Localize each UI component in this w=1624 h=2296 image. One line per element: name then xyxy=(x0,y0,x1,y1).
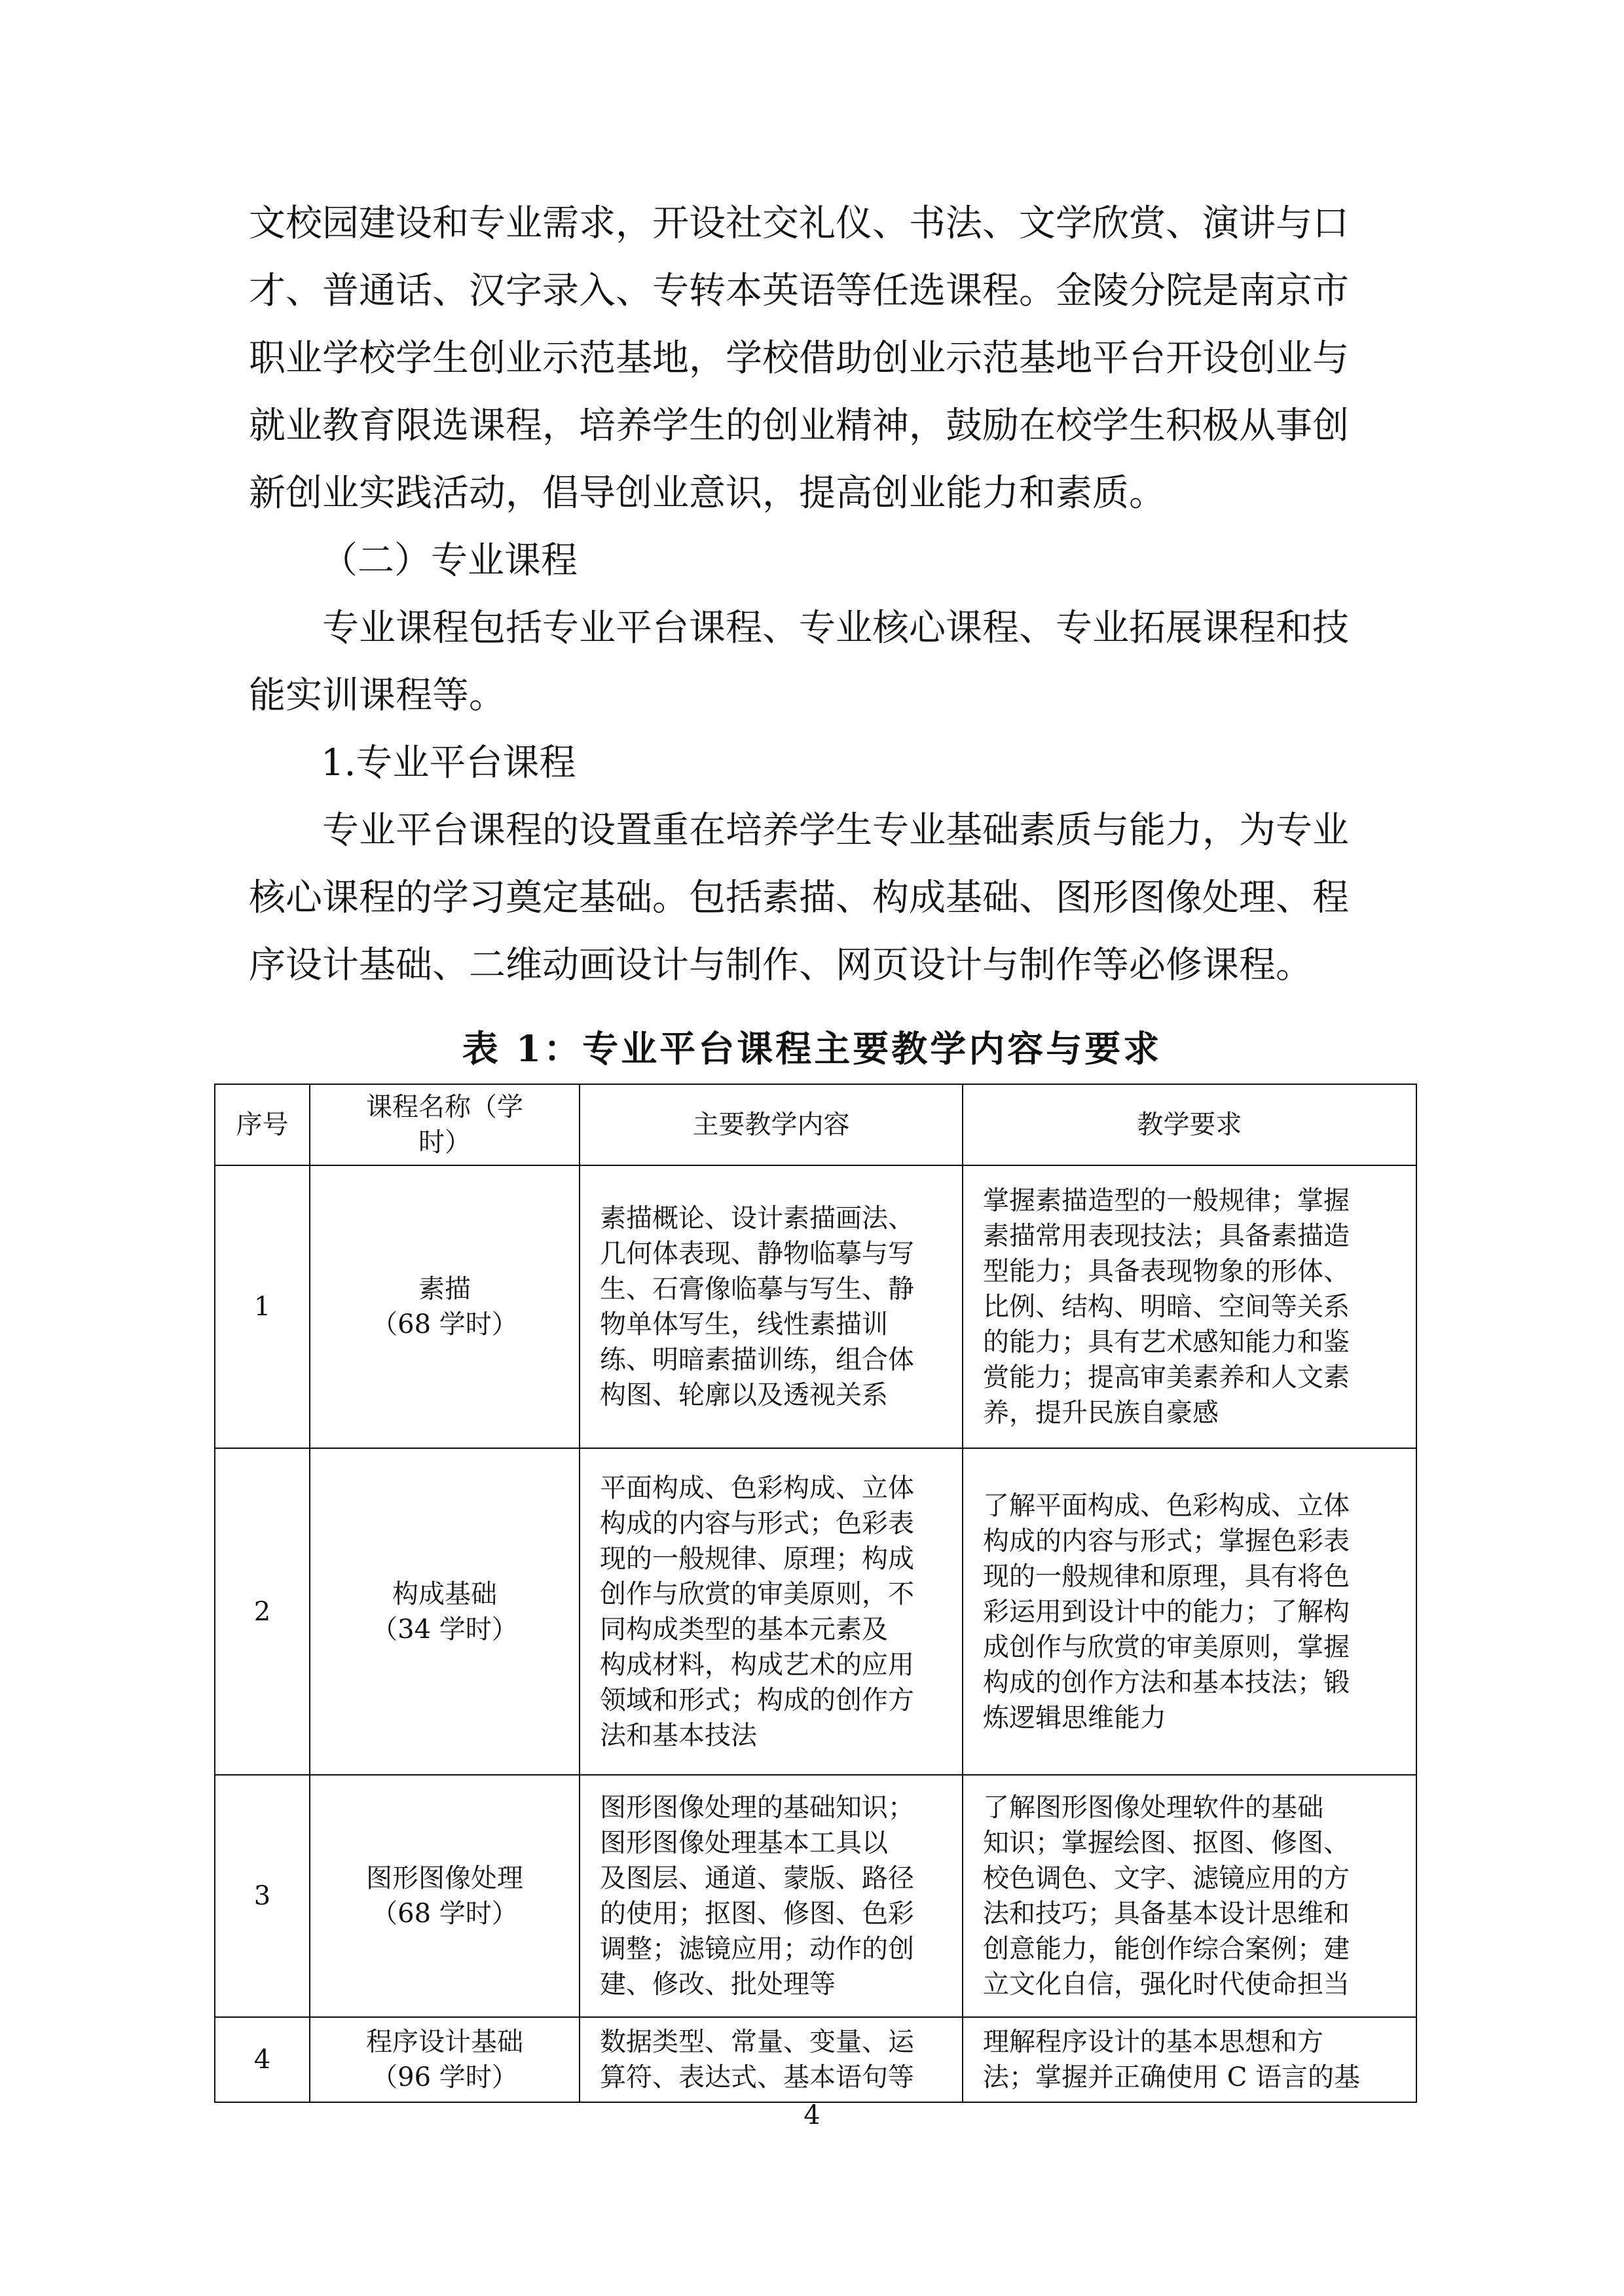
course-content: 数据类型、常量、变量、运 算符、表达式、基本语句等 xyxy=(580,2017,963,2102)
header-course-name: 课程名称（学 时） xyxy=(310,1084,580,1165)
text-line: 专业平台课程的设置重在培养学生专业基础素质与能力，为专业 xyxy=(322,809,1349,852)
section-intro-paragraph xyxy=(249,594,1382,729)
row-num: 2 xyxy=(215,1448,310,1775)
table-row xyxy=(215,1165,1416,1448)
text-line: 序设计基础、二维动画设计与制作、网页设计与制作等必修课程。 xyxy=(249,944,1312,987)
course-content: 图形图像处理的基础知识； 图形图像处理基本工具以 及图层、通道、蒙版、路径 的使用；抠图、修图、色彩 调整；滤镜应用；动作的创 建、修改、批处理等 xyxy=(580,1775,963,2017)
course-requirement: 了解平面构成、色彩构成、立体 构成的内容与形式；掌握色彩表 现的一般规律和原理，具有将色 彩运用到设计中的能力；了解构 成创作与欣赏的审美原则，掌握 构成的创作方法和基本技法；锻 炼逻辑思维能力 xyxy=(963,1448,1416,1775)
row-num: 1 xyxy=(215,1165,310,1448)
course-requirement: 理解程序设计的基本思想和方 法；掌握并正确使用 C 语言的基 xyxy=(963,2017,1416,2102)
course-requirement: 了解图形图像处理软件的基础 知识；掌握绘图、抠图、修图、 校色调色、文字、滤镜应用的方 法和技巧；具备基本设计思维和 创意能力，能创作综合案例；建 立文化自信，强化时代使命担当 xyxy=(963,1775,1416,2017)
row-num: 3 xyxy=(215,1775,310,2017)
table-row xyxy=(215,2017,1416,2102)
section-heading: （二）专业课程 xyxy=(321,539,578,582)
course-name: 程序设计基础 （96 学时） xyxy=(310,2017,580,2102)
text-line: 能实训课程等。 xyxy=(249,674,506,717)
text-line: 核心课程的学习奠定基础。包括素描、构成基础、图形图像处理、程 xyxy=(249,877,1349,919)
header-content: 主要教学内容 xyxy=(580,1084,963,1165)
table-title: 表 1：专业平台课程主要教学内容与要求 xyxy=(462,1027,1162,1070)
subsection-heading: 1.专业平台课程 xyxy=(321,742,576,784)
table-header-row xyxy=(215,1084,1416,1165)
header-num: 序号 xyxy=(215,1084,310,1165)
text-line: 文校园建设和专业需求，开设社交礼仪、书法、文学欣赏、演讲与口 xyxy=(249,202,1349,245)
text-line: 才、普通话、汉字录入、专转本英语等任选课程。金陵分院是南京市 xyxy=(249,270,1349,312)
page-number: 4 xyxy=(803,2100,821,2130)
text-line: 就业教育限选课程，培养学生的创业精神，鼓励在校学生积极从事创 xyxy=(249,405,1349,447)
course-name: 素描 （68 学时） xyxy=(310,1165,580,1448)
course-content: 素描概论、设计素描画法、 几何体表现、静物临摹与写 生、石膏像临摹与写生、静 物单体写生，线性素描训 练、明暗素描训练，组合体 构图、轮廓以及透视关系 xyxy=(580,1165,963,1448)
intro-paragraph xyxy=(249,190,1382,527)
table-row xyxy=(215,1448,1416,1775)
text-line: 新创业实践活动，倡导创业意识，提高创业能力和素质。 xyxy=(249,472,1166,515)
subsection-intro-paragraph xyxy=(249,797,1382,999)
text-line: 职业学校学生创业示范基地，学校借助创业示范基地平台开设创业与 xyxy=(249,337,1349,380)
table-row xyxy=(215,1775,1416,2017)
course-table xyxy=(214,1084,1417,2103)
course-name: 图形图像处理 （68 学时） xyxy=(310,1775,580,2017)
course-name: 构成基础 （34 学时） xyxy=(310,1448,580,1775)
header-requirement: 教学要求 xyxy=(963,1084,1416,1165)
text-line: 专业课程包括专业平台课程、专业核心课程、专业拓展课程和技 xyxy=(322,607,1349,649)
course-content: 平面构成、色彩构成、立体 构成的内容与形式；色彩表 现的一般规律、原理；构成 创作与欣赏的审美原则，不 同构成类型的基本元素及 构成材料，构成艺术的应用 领域和形式；构成的创作方 法和基本技法 xyxy=(580,1448,963,1775)
course-requirement: 掌握素描造型的一般规律；掌握 素描常用表现技法；具备素描造 型能力；具备表现物象的形体、 比例、结构、明暗、空间等关系 的能力；具有艺术感知能力和鉴 赏能力；提高审美素养和人文素 养，提升民族自豪感 xyxy=(963,1165,1416,1448)
row-num: 4 xyxy=(215,2017,310,2102)
